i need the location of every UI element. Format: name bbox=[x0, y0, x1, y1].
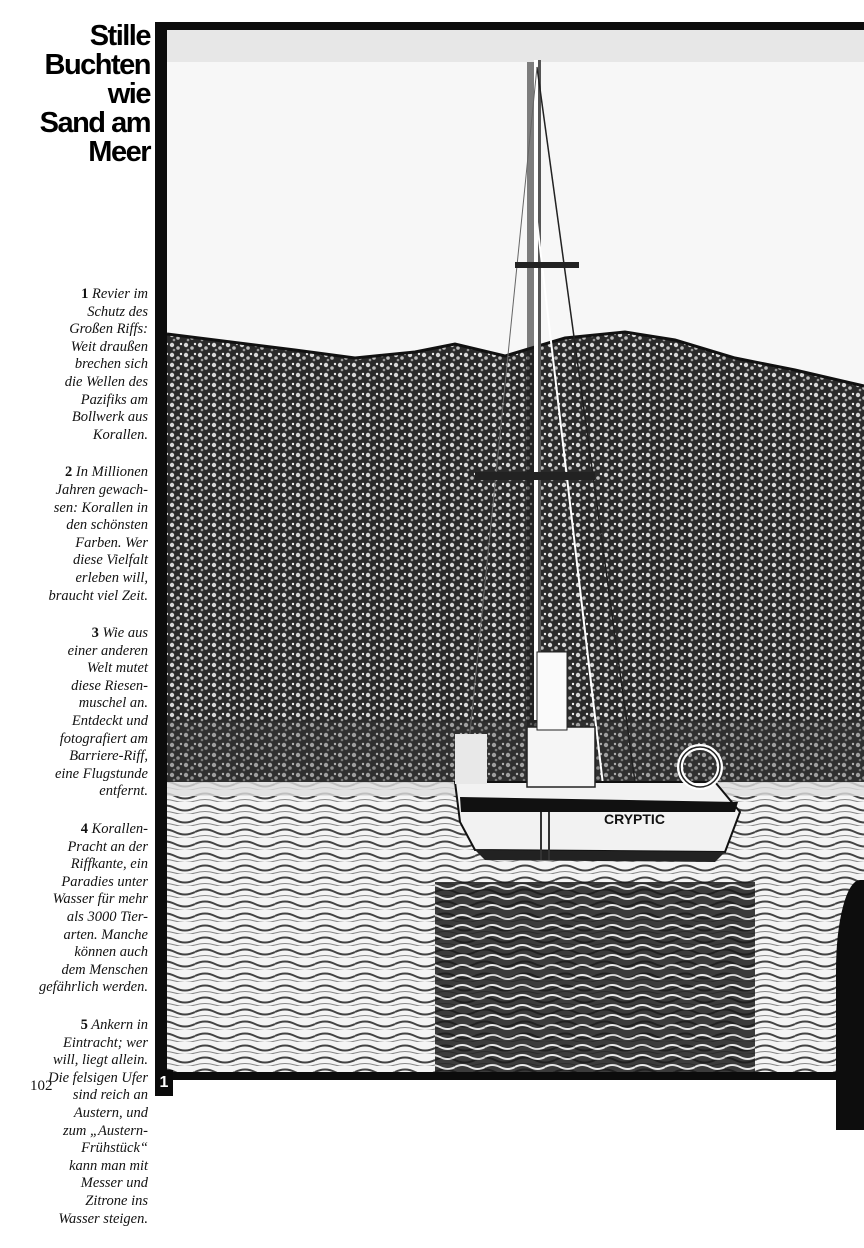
sailboat-photo-graphic bbox=[155, 22, 864, 1080]
caption-line: Riffkante, ein bbox=[70, 856, 148, 873]
caption-line: muschel an. bbox=[78, 695, 148, 712]
sailboat-photo bbox=[155, 22, 864, 1091]
caption-line: Frühstück“ bbox=[81, 1140, 148, 1157]
caption-line: Großen Riffs: bbox=[69, 321, 148, 338]
headline-line: Sand am bbox=[39, 107, 150, 139]
caption-1 bbox=[0, 286, 148, 444]
caption-line: Schutz des bbox=[87, 303, 148, 320]
caption-line: Wasser steigen. bbox=[58, 1210, 148, 1227]
caption-line: die Wellen des bbox=[64, 373, 148, 390]
page-edge-shadow bbox=[836, 880, 864, 1130]
caption-number: 2 bbox=[65, 464, 73, 481]
caption-line: eine Flugstunde bbox=[54, 765, 148, 782]
caption-line: Pracht an der bbox=[67, 838, 148, 855]
caption-line: Eintracht; wer bbox=[63, 1034, 148, 1051]
caption-5 bbox=[0, 1017, 148, 1228]
caption-line: Entdeckt und bbox=[71, 713, 148, 730]
caption-line: einer anderen bbox=[67, 642, 148, 659]
caption-line: Weit draußen bbox=[70, 338, 148, 355]
caption-line: kann man mit bbox=[69, 1157, 148, 1174]
caption-4 bbox=[0, 821, 148, 997]
caption-line: Jahren gewach- bbox=[55, 481, 148, 498]
caption-line: Wasser für mehr bbox=[52, 891, 148, 908]
caption-line: arten. Manche bbox=[63, 926, 148, 943]
boat-name: CRYPTIC bbox=[604, 811, 665, 827]
caption-line: sind reich an bbox=[72, 1087, 148, 1104]
caption-line: Paradies unter bbox=[61, 873, 148, 890]
photo-captions bbox=[0, 286, 148, 1248]
headline-line: Meer bbox=[88, 136, 150, 168]
caption-line: sen: Korallen in bbox=[53, 499, 148, 516]
caption-text: Wie aus bbox=[102, 625, 148, 642]
photo-number-badge: 1 bbox=[155, 1070, 173, 1096]
headline-line: wie bbox=[107, 78, 150, 110]
caption-line bbox=[0, 1017, 148, 1035]
caption-line bbox=[0, 286, 148, 304]
caption-line: Die felsigen Ufer bbox=[48, 1069, 148, 1086]
caption-line: Korallen. bbox=[92, 426, 148, 443]
caption-line: Barriere-Riff, bbox=[69, 748, 148, 765]
caption-number: 5 bbox=[80, 1016, 88, 1033]
caption-text: Revier im bbox=[92, 286, 148, 302]
caption-line: entfernt. bbox=[99, 783, 148, 800]
caption-line: Welt mutet bbox=[86, 660, 148, 677]
caption-line: den schönsten bbox=[66, 517, 148, 534]
caption-text: Ankern in bbox=[91, 1016, 148, 1033]
caption-line: zum „Austern- bbox=[63, 1122, 148, 1139]
caption-line: gefährlich werden. bbox=[39, 979, 148, 996]
caption-line: diese Vielfalt bbox=[72, 552, 148, 569]
caption-line: will, liegt allein. bbox=[52, 1052, 148, 1069]
caption-line: brechen sich bbox=[74, 356, 148, 373]
caption-line bbox=[0, 464, 148, 482]
caption-number: 4 bbox=[80, 821, 88, 838]
caption-line bbox=[0, 821, 148, 839]
caption-2 bbox=[0, 464, 148, 605]
caption-line: Austern, und bbox=[73, 1104, 148, 1121]
caption-line: Messer und bbox=[80, 1175, 148, 1192]
caption-number: 3 bbox=[91, 625, 99, 642]
caption-line bbox=[0, 625, 148, 643]
caption-line: erleben will, bbox=[75, 569, 148, 586]
caption-line: als 3000 Tier- bbox=[66, 909, 148, 925]
caption-text: In Millionen bbox=[75, 464, 148, 481]
caption-line: diese Riesen- bbox=[71, 677, 148, 694]
page-number: 102 bbox=[30, 1078, 53, 1094]
caption-3 bbox=[0, 625, 148, 801]
caption-line: braucht viel Zeit. bbox=[48, 587, 148, 604]
headline-line: Stille bbox=[89, 20, 150, 52]
caption-line: können auch bbox=[74, 944, 148, 961]
caption-text: Korallen- bbox=[91, 821, 148, 838]
caption-line: dem Menschen bbox=[61, 961, 148, 978]
caption-line: Bollwerk aus bbox=[71, 409, 148, 426]
headline-line: Buchten bbox=[44, 49, 150, 81]
caption-line: fotografiert am bbox=[59, 730, 148, 747]
headline bbox=[0, 22, 150, 167]
caption-line: Pazifiks am bbox=[80, 391, 148, 408]
caption-number: 1 bbox=[81, 286, 89, 302]
caption-line: Farben. Wer bbox=[75, 534, 148, 551]
caption-line: Zitrone ins bbox=[85, 1192, 148, 1209]
